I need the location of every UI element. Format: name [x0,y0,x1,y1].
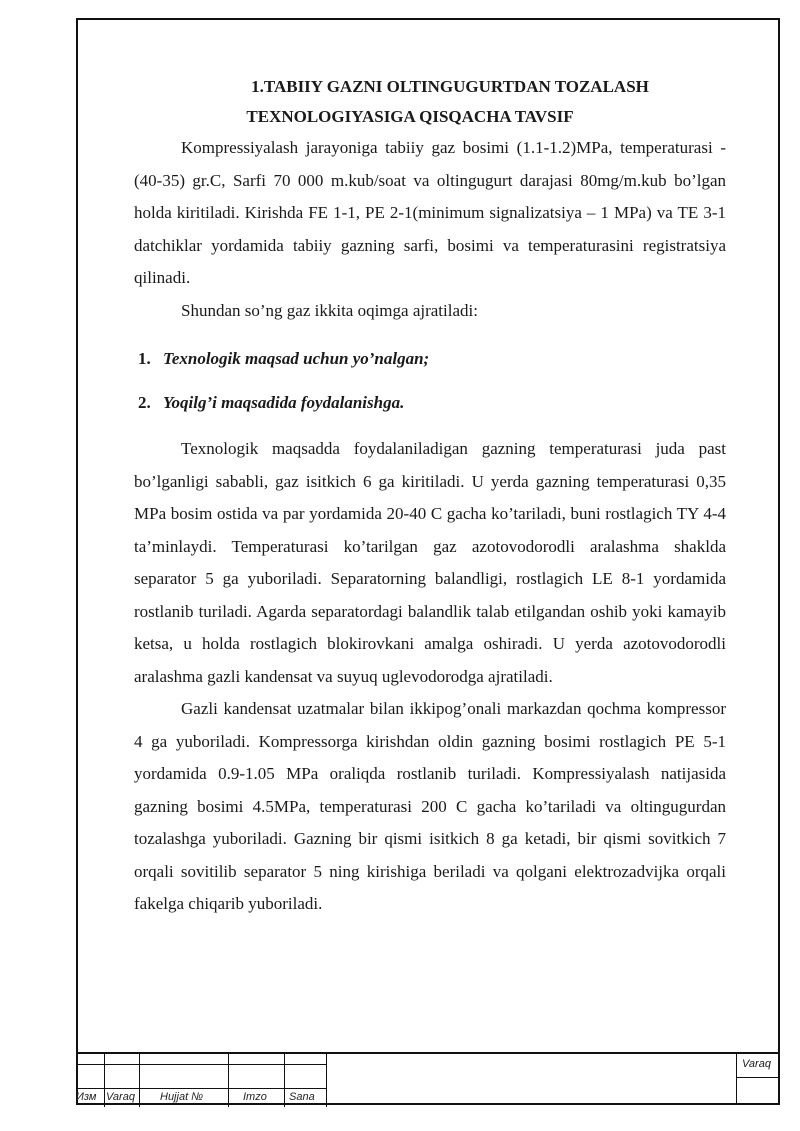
stamp-col-line [104,1054,105,1107]
title-block-stamp [76,1052,780,1107]
title-line-1: 1.TABIIY GAZNI OLTINGUGURTDAN TOZALASH [251,77,649,96]
title-line-2: TEXNOLOGIYASIGA QISQACHA TAVSIF [246,107,574,126]
list-item [134,387,726,419]
stamp-imzo-label: Imzo [243,1091,267,1103]
stamp-row-line [76,1064,326,1065]
paragraph-intro: Kompressiyalash jarayoniga tabiiy gaz bosimi (1.1-1.2)MPa, temperaturasi -(40-35) gr.C, Sarfi 70 000 m.kub/soat va oltingugurt darajasi 80mg/m.kub bo’lgan holda kiritiladi. Kirishda FE 1-1, PE 2-1(minimum signalizatsiya – 1 MPa) va TE 3-1 datchiklar yordamida tabiiy gazning sarfi, bosimi va temperaturasini registratsiya qilinadi. [134,138,726,287]
list-item [134,343,726,375]
stamp-col-line [326,1054,327,1107]
stamp-izm-label: Изм [76,1091,97,1103]
list-number: 1. [138,349,151,368]
list-text: Texnologik maqsad uchun yo’nalgan; [163,349,430,368]
list-text: Yoqilg’i maqsadida foydalanishga. [163,393,405,412]
list-number: 2. [138,393,151,412]
stamp-col-line [284,1054,285,1107]
document-body [134,72,726,921]
stamp-hujjat-label: Hujjat № [160,1091,204,1103]
stamp-col-line [228,1054,229,1107]
document-title [134,72,726,132]
sheet-number-separator [736,1077,780,1078]
stamp-col-line [139,1054,140,1107]
paragraph-split: Shundan so’ng gaz ikkita oqimga ajratiladi: [181,300,478,320]
paragraph-compressor: Gazli kandensat uzatmalar bilan ikkipog’onali markazdan qochma kompressor 4 ga yuboriladi. Kompressorga kirishdan oldin gazning bosimi rostlagich PE 5-1 yordamida 0.9-1.05 MPa oraliqda rostlanib turiladi. Kompressiyalash natijasida gazning bosimi 4.5MPa, temperaturasi 200 C gacha ko’tariladi va oltingugurdan tozalashga yuboriladi. Gazning bir qismi isitkich 8 ga ketadi, bir qismi sovitkich 7 orqali sovitilib separator 5 ning kirishiga beriladi va qolgani elektrozadvijka orqali fakelga chiqarib yuboriladi. [134,699,726,913]
flow-list [134,343,726,419]
stamp-row-line [76,1088,326,1089]
paragraph-technological: Texnologik maqsadda foydalaniladigan gazning temperaturasi juda past bo’lganligi sababli, gaz isitkich 6 ga kiritiladi. U yerda gazning temperaturasi 0,35 MPa bosim ostida va par yordamida 20-40 C gacha ko’tariladi, buni rostlagich TY 4-4 ta’minlaydi. Temperaturasi ko’tarilgan gaz azotovodorodli aralashma shaklda separator 5 ga yuboriladi. Separatorning balandligi, rostlagich LE 8-1 yordamida rostlanib turiladi. Agarda separatordagi balandlik talab etilgandan oshib yoki kamayib ketsa, u holda rostlagich blokirovkani amalga oshiradi. U yerda azotovodorodli aralashma gazli kandensat va suyuq uglevodorodga ajratiladi. [134,439,726,686]
sheet-label: Varaq [742,1058,771,1070]
stamp-varaq-label: Varaq [106,1091,135,1103]
stamp-sana-label: Sana [289,1091,315,1103]
